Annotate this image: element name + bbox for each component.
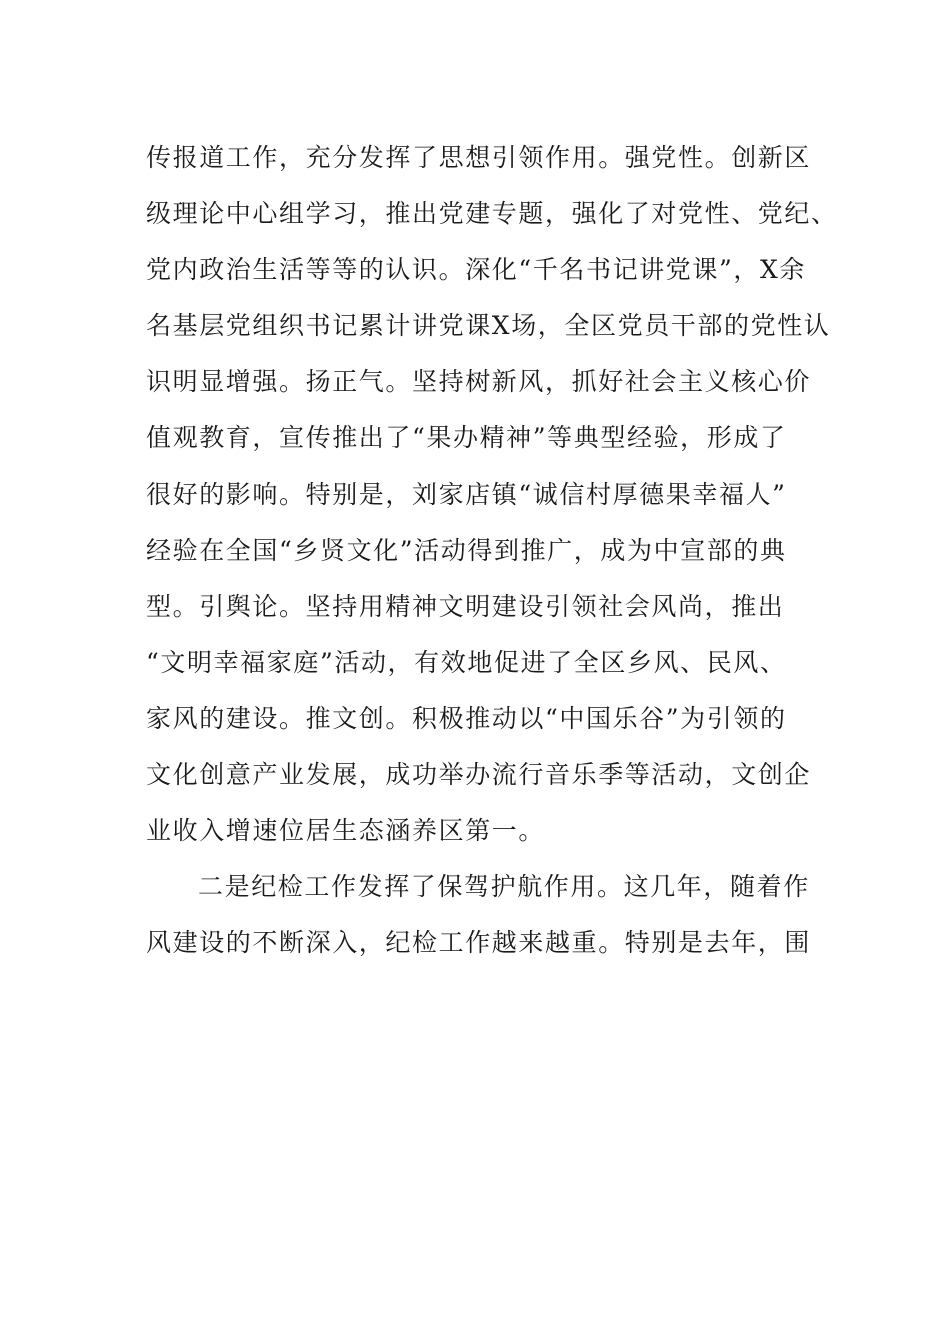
- body-text: [146, 130, 838, 971]
- paragraph-start-line: 二是纪检工作发挥了保驾护航作用。这几年，随着作: [198, 872, 810, 902]
- text-line: 识明显增强。扬正气。坚持树新风，抓好社会主义核心价: [146, 367, 812, 397]
- text-line: 值观教育，宣传推出了“果办精神”等典型经验，形成了: [146, 423, 787, 453]
- text-line: “文明幸福家庭”活动，有效地促进了全区乡风、民风、: [146, 647, 787, 677]
- text-line: 经验在全国“乡贤文化”活动得到推广，成为中宣部的典: [146, 535, 787, 565]
- text-line: 级理论中心组学习，推出党建专题，强化了对党性、党纪、: [146, 199, 838, 229]
- text-line: 家风的建设。推文创。积极推动以“中国乐谷”为引领的: [146, 703, 787, 733]
- text-line: 党内政治生活等等的认识。深化“千名书记讲党课”，X余: [146, 255, 806, 285]
- text-line: 型。引舆论。坚持用精神文明建设引领社会风尚，推出: [146, 591, 785, 621]
- text-line: 文化创意产业发展，成功举办流行音乐季等活动，文创企: [146, 760, 812, 790]
- text-line: 传报道工作，充分发挥了思想引领作用。强党性。创新区: [146, 143, 812, 172]
- text-line: 业收入增速位居生态涵养区第一。: [146, 816, 546, 846]
- text-line: 名基层党组织书记累计讲党课X场，全区党员干部的党性认: [146, 311, 831, 341]
- text-line: 风建设的不断深入，纪检工作越来越重。特别是去年，围: [146, 928, 812, 958]
- text-line: 很好的影响。特别是，刘家店镇“诚信村厚德果幸福人”: [146, 479, 787, 509]
